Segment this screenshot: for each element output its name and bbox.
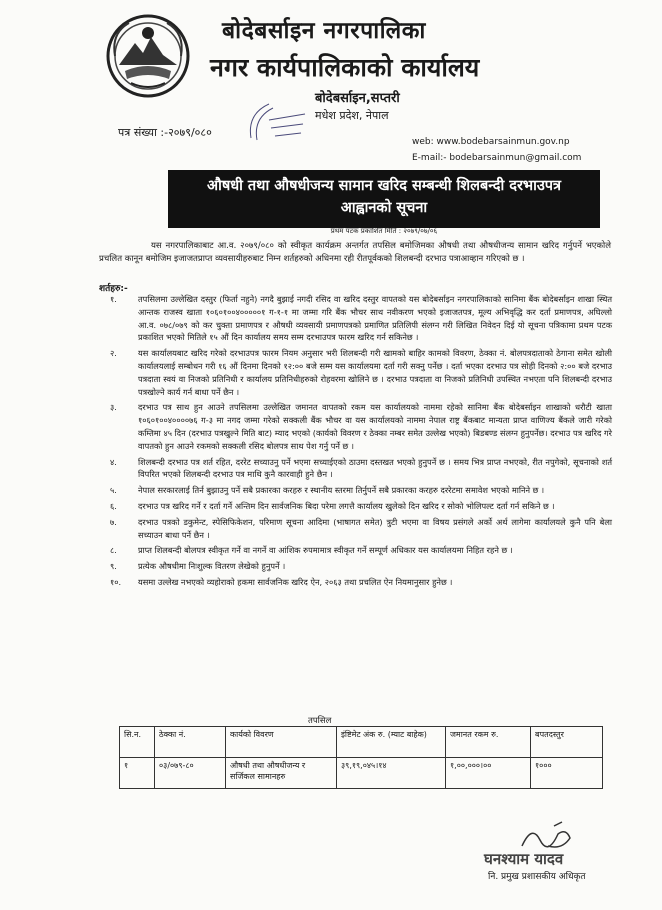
column-header: बपतदस्तुर (531, 727, 603, 758)
column-header: इंष्टिमेट अंक रु. (म्याट बाहेक) (337, 727, 446, 758)
term-item (110, 576, 612, 589)
table-cell: ०३/०७९-८० (155, 758, 226, 789)
term-item (110, 500, 612, 513)
term-number: ५. (110, 485, 117, 496)
terms-list (110, 293, 612, 592)
notice-title-line2: आह्वानको सूचना (340, 200, 428, 216)
schedule-table (119, 726, 603, 789)
office-name: नगर कार्यपालिकाको कार्यालय (210, 53, 480, 82)
term-item (110, 401, 612, 452)
table-cell: ३९,१९,०४५।१४ (337, 758, 446, 789)
website-link[interactable]: web: www.bodebarsainmun.gov.np (412, 137, 570, 147)
term-number: ८. (110, 545, 117, 556)
address-city: बोदेबर्साइन,सप्तरी (315, 91, 400, 106)
schedule-caption: तपसिल (308, 716, 332, 726)
table-cell: औषधी तथा औषधीजन्य र सर्जिकल सामानहरु (226, 758, 337, 789)
publish-date: प्रथम पटक प्रकाशित मिति : २०७९/०७/०६ (330, 227, 438, 235)
terms-heading: शर्तहरु:- (99, 284, 128, 294)
term-number: १०. (110, 576, 122, 587)
term-text: दरभाउ पत्रको डकुमेन्ट, स्पेसिफिकेशन, परिमाण सूचना आदिमा (भाषागत समेत) त्रुटी भएमा वा विषय प्रसंगले अर्को अर्थ लागेमा कार्यालयले कुनै पनि बेला सच्याउन बाधा पर्ने छैन । (138, 516, 612, 540)
column-header: ठेक्का नं. (155, 727, 226, 758)
term-text: दरभाउ पत्र खरिद गर्ने र दर्ता गर्ने अन्तिम दिन सार्वजनिक बिदा परेमा लगत्तै कार्यालय खुलेको दिन खरिद र सोको भोलिपल्ट दर्ता गर्न सकिने छ । (138, 500, 555, 511)
address-province: मधेश प्रदेश, नेपाल (315, 109, 389, 122)
table-row (120, 758, 603, 789)
term-text: नेपाल सरकारलाई तिर्न बुझाउनु पर्ने सबै प्रकारका करहरु र स्थानीय स्तरमा तिर्नुपर्ने सबै प्रकारका करहरु दररेटमा समावेश भएको मानिने छ । (138, 485, 545, 496)
column-header: जमानत रकम रु. (446, 727, 531, 758)
term-text: प्राप्त शिलबन्दी बोलपत्र स्वीकृत गर्ने वा नगर्ने वा आंशिक रुपमामात्र स्वीकृत गर्ने सम्पूर्ण अधिकार यस कार्यालयमा निहित रहने छ । (138, 545, 513, 556)
term-item (110, 544, 612, 557)
reference-number: पत्र संख्या :-२०७९/०८० (118, 126, 212, 139)
table-cell: १,००,०००।०० (446, 758, 531, 789)
term-number: ९. (110, 561, 117, 572)
table-header-row (120, 727, 603, 758)
term-item (110, 560, 612, 573)
notice-title-line1: औषधी तथा औषधीजन्य सामान खरिद सम्बन्धी शिलबन्दी दरभाउपत्र (206, 178, 562, 194)
office-stamp-icon (243, 98, 313, 146)
term-text: तपसिलमा उल्लेखित दस्तुर (फिर्ता नहुने) नगदै बुझाई नगदी रसिद वा खरिद दस्तुर वापतको यस बोदेबर्साइन नगरपालिकाको सानिमा बैंक बोदेबर्साइन शाखा स्थित आन्तक राजस्व खाता १०६०१००४०००००१ ग-१-१ मा जम्मा गरि बैंक भौचर साथ नवीकरण भएको इजाजतपत्र, मूल्य अभिवृद्धि कर दर्ता प्रमाणपत्र, अघिल्लो आ.व. ०७८/०७९ को कर चुक्ता प्रमाणपत्र र औषधी व्यवसायी प्रमाणपत्रको प्रमाणित प्रतिलिपी संलग्न गरी लिखित निवेदन दिई यो सूचना पत्रिकामा प्रथम पटक प्रकाशित भएको मितिले १५ औं दिन कार्यालय समय सम्म दरभाउपत्र फारम खरिद गर्न सकिनेछ । (138, 294, 612, 343)
municipality-name: बोदेबर्साइन नगरपालिका (222, 18, 426, 44)
term-text: यस कार्यालयबाट खरिद गरेको दरभाउपत्र फारम नियम अनुसार भरी शिलबन्दी गरी खामको बाहिर कामको विवरण, ठेक्का नं. बोलपत्रदाताको ठेगाना समेत खोली कार्यालयलाई सम्बोधन गरी १६ औं दिनमा दिनको १२:०० बजे सम्म यस कार्यालयमा दर्ता गरी सक्नु पर्नेछ । दर्ता भएका दरभाउ पत्र सोही दिनको २:०० बजे दरभाउ पत्रदाता स्वयं वा निजको प्रतिनिधी र कार्यालय प्रतिनिधीहरुको रोहवरमा खोलिने छ । दरभाउ पत्रदाता वा निजको प्रतिनिधी उपस्थित नभएता पनि शिलबन्दी दरभाउ पत्रखोल्ने कार्य गर्न बाधा पर्ने छैन । (138, 348, 612, 397)
column-header: सि.न. (120, 727, 155, 758)
term-item (110, 484, 612, 497)
email-link[interactable]: E-mail:- bodebarsainmun@gmail.com (412, 153, 582, 163)
term-item (110, 516, 612, 542)
notice-title-banner (168, 170, 600, 228)
term-number: ३. (110, 402, 117, 413)
term-number: २. (110, 348, 117, 359)
signatory-post: नि. प्रमुख प्रशासकीय अधिकृत (488, 872, 586, 882)
term-number: ७. (110, 516, 117, 527)
term-number: ६. (110, 500, 117, 511)
term-number: ४. (110, 456, 117, 467)
signatory-name: घनश्याम यादव (484, 850, 564, 868)
term-text: दरभाउ पत्र साथ हुन आउने तपसिलमा उल्लेखित जमानत वापतको रकम यस कार्यालयको नाममा रहेको सानिमा बैंक बोदेबर्साइन शाखाको धरौटी खाता १०६०१००४००००७६ ग-३ मा नगद जम्मा गरेको सक्कली बैंक भौचर वा यस कार्यालयको नाममा नेपाल राष्ट्र बैंकबाट मान्यता प्राप्त वाणिज्य बैंकले जारी गरेको कम्तिमा ४५ दिन (दरभाउ पत्रखुल्ने मिति बाट) म्याद भएको (कार्यको विवरण र ठेक्का नम्बर समेत उल्लेख भएको) बिडबण्ड संलग्न हुनुपर्नेछ। दरभाउ पत्र खरिद गरे वापतको हुन आउने रकमको सक्कली रसिद बोलपत्र साथ पेश गर्नु पर्ने छ । (138, 402, 612, 451)
term-item (110, 347, 612, 398)
term-item (110, 293, 612, 344)
nepal-emblem-icon (105, 13, 191, 99)
column-header: कार्यको विवरण (226, 727, 337, 758)
intro-text: यस नगरपालिकाबाट आ.व. २०७९/०८० को स्वीकृत कार्यक्रम अन्तर्गत तपसिल बमोजिमका औषधी तथा औषधीजन्य सामान खरिद गर्नुपर्ने भएकोले प्रचलित कानून बमोजिम इजाजतप्राप्त व्यवसायीहरुबाट निम्न शर्तहरुको अधिनमा रही रीतपूर्वकको शिलबन्दी दरभाउ पत्राआव्हान गरिएको छ । (99, 241, 611, 265)
term-item (110, 456, 612, 482)
term-text: शिलबन्दी दरभाउ पत्र शर्त रहित, दररेट सच्याउनु पर्ने भएमा सच्याईएको ठाउमा दस्तखत भएको हुनुपर्ने छ । समय भित्र प्राप्त नभएको, रीत नपुगेको, सूचनाको शर्त विपरित भएको शिलबन्दी दरभाउ पत्र माथि कुनै कारवाही हुने छैन । (138, 456, 612, 480)
intro-paragraph (99, 240, 611, 267)
term-text: यसमा उल्लेख नभएको व्यहोराको हकमा सार्वजनिक खरिद ऐन, २०६३ तथा प्रचलित ऐन नियमानुसार हुनेछ । (138, 576, 453, 587)
table-cell: १००० (531, 758, 603, 789)
term-text: प्रत्येक औषधीमा निःशुल्क वितरण लेखेको हुनुपर्ने । (138, 561, 286, 572)
table-cell: १ (120, 758, 155, 789)
term-number: १. (110, 294, 117, 304)
